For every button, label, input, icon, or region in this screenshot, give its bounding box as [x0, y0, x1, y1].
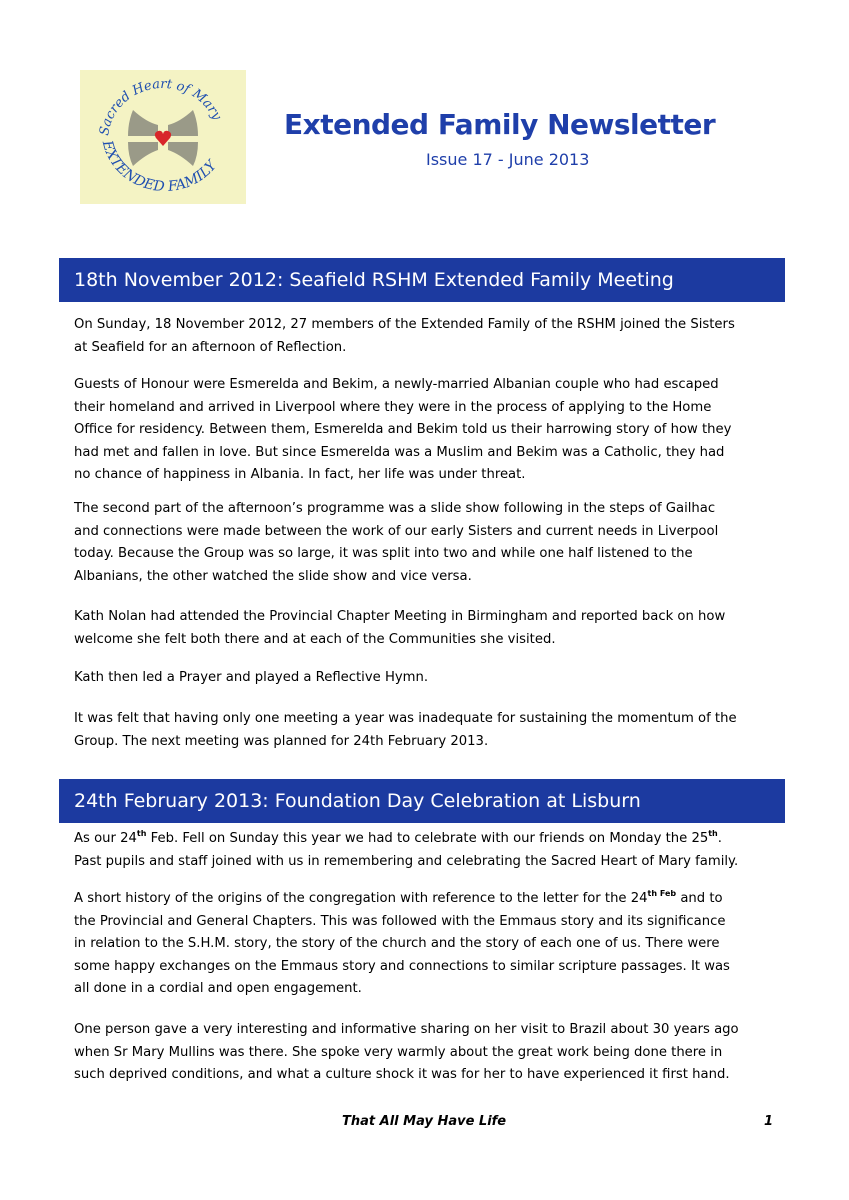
paragraph: As our 24th Feb. Fell on Sunday this year we had to celebrate with our friends on Monday the 25th. Past pupils and staff joined with us in remembering and celebrating the Sacred Heart of Mary family.: [74, 829, 739, 869]
svg-text:Sacred Heart of Mary: Sacred Heart of Mary: [97, 76, 225, 137]
newsletter-title: Extended Family Newsletter: [284, 108, 716, 141]
section-heading: 18th November 2012: Seafield RSHM Extended Family Meeting: [59, 258, 785, 302]
paragraph: A short history of the origins of the congregation with reference to the letter for the $24^{th Feb}$ and to the Provincial and General Chapters. This was followed with the Emmaus story and its significance in relation to the S.H.M. story, the story of the church and the story of each one of us. There were some happy exchanges on the Emmaus story and connections to similar scripture passages. It was all done in a cordial and open engagement.: [74, 889, 730, 996]
page-number: 1: [764, 1114, 774, 1129]
paragraph: One person gave a very interesting and informative sharing on her visit to Brazil about 30 years ago when Sr Mary Mullins was there. She spoke very warmly about the great work being done there in such deprived conditions, and what a culture shock it was for her to have experienced it first hand.: [74, 1022, 739, 1082]
paragraph: On Sunday, 18 November 2012, 27 members of the Extended Family of the RSHM joined the Sisters at Seafield for an afternoon of Reflection.: [74, 317, 735, 355]
paragraph: The second part of the afternoon’s programme was a slide show following in the steps of Gailhac and connections were made between the work of our early Sisters and current needs in Liverpool today. Because the Group was so large, it was split into two and while one half listened to the Albanians, the other watched the slide show and vice versa.: [74, 501, 719, 584]
section-heading: 24th February 2013: Foundation Day Celebration at Lisburn: [59, 779, 785, 823]
footer-motto: That All May Have Life: [342, 1114, 507, 1129]
svg-text:EXTENDED FAMILY: EXTENDED FAMILY: [98, 138, 220, 196]
issue-label: Issue 17 - June 2013: [426, 150, 590, 169]
logo: [80, 70, 246, 204]
paragraph: Guests of Honour were Esmerelda and Bekim, a newly-married Albanian couple who had escaped their homeland and arrived in Liverpool where they were in the process of applying to the Home Office for residency. Between them, Esmerelda and Bekim told us their harrowing story of how they had met and fallen in love. But since Esmerelda was a Muslim and Bekim was a Catholic, they had no chance of happiness in Albania. In fact, her life was under threat.: [74, 377, 732, 482]
paragraph: Kath Nolan had attended the Provincial Chapter Meeting in Birmingham and reported back on how welcome she felt both there and at each of the Communities she visited.: [74, 609, 726, 647]
paragraph: It was felt that having only one meeting a year was inadequate for sustaining the momentum of the Group. The next meeting was planned for 24th February 2013.: [74, 711, 737, 749]
paragraph: Kath then led a Prayer and played a Reflective Hymn.: [74, 670, 429, 685]
